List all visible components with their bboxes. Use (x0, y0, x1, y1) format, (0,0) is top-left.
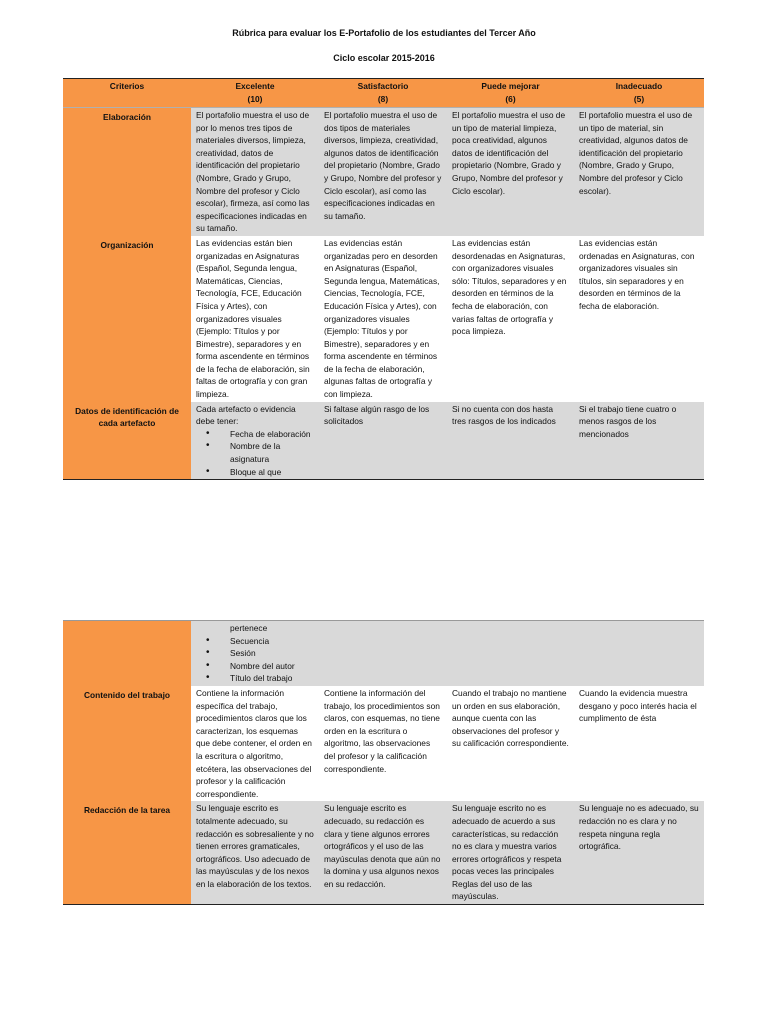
cell-puede-mejorar: Si no cuenta con dos hasta tres rasgos de los indicados (447, 402, 574, 480)
row-datos-continued (63, 621, 704, 686)
criterion-label-continued (63, 621, 191, 686)
list-item: • Fecha de elaboración (230, 428, 314, 441)
document-title: Rúbrica para evaluar los E-Portafolio de los estudiantes del Tercer Año (232, 28, 536, 38)
cell-inadecuado: Las evidencias están ordenadas en Asignaturas, con organizadores visuales sin títulos, sin separadores y en desorden en términos de la fecha de elaboración. (574, 236, 704, 402)
cell-excelente: Contiene la información específica del trabajo, procedimientos claros que los caracterizan, los esquemas que debe contener, el orden en la escritura o algoritmo, etcétera, las observaciones del profesor y la calificación correspondiente. (191, 686, 319, 801)
criterion-label: Datos de identificación de cada artefacto (63, 402, 191, 480)
cell-satisfactorio: Contiene la información del trabajo, los procedimientos son claros, con esquemas, no tiene orden en la escritura o algoritmo, las observaciones del profesor y la calificación correspondiente. (319, 686, 447, 801)
cell-intro-text: Cada artefacto o evidencia debe tener: (196, 403, 296, 427)
row-datos-identificacion (63, 402, 704, 480)
cell-satisfactorio: El portafolio muestra el uso de dos tipos de materiales diversos, limpieza, creatividad, algunos datos de identificación del propietario (Nombre, Grado y Grupo, Nombre del profesor y Ciclo escolar), así como las especificaciones indicadas en su tamaño. (319, 108, 447, 236)
criterion-label: Contenido del trabajo (63, 686, 191, 801)
cell-excelente: El portafolio muestra el uso de por lo menos tres tipos de materiales diversos, limpieza, creatividad, datos de identificación del propietario (Nombre, Grado y Grupo, Nombre del profesor y Ciclo escolar), firmeza, así como las especificaciones indicadas en su tamaño. (191, 108, 319, 236)
list-item: • Secuencia (230, 635, 314, 648)
header-puede-mejorar: Puede mejorar (6) (447, 79, 574, 108)
cell-satisfactorio: Si faltase algún rasgo de los solicitados (319, 402, 447, 480)
list-item: • Título del trabajo (230, 672, 314, 685)
cell-excelente (191, 621, 319, 686)
cell-satisfactorio: Su lenguaje escrito es adecuado, su redacción es clara y tiene algunos errores ortográficos y el uso de las mayúsculas denota que aún no la domina y usa algunos nexos en su redacción. (319, 801, 447, 904)
list-item: • Sesión (230, 647, 314, 660)
list-item: • Nombre del autor (230, 660, 314, 673)
rubric-table-part1 (63, 78, 704, 480)
row-contenido-trabajo (63, 686, 704, 801)
cell-puede-mejorar: El portafolio muestra el uso de un tipo de material limpieza, poca creatividad, algunos datos de identificación del propietario (Nombre, Grado y Grupo, Nombre del profesor y Ciclo escolar). (447, 108, 574, 236)
cell-inadecuado (574, 621, 704, 686)
row-redaccion-tarea (63, 801, 704, 904)
cell-puede-mejorar: Las evidencias están desordenadas en Asignaturas, con organizadores visuales sólo: Títulos, separadores y en desorden en términos de la fecha de elaboración, con varias faltas de ortografía y poca limpieza. (447, 236, 574, 402)
header-inadecuado: Inadecuado (5) (574, 79, 704, 108)
cell-excelente: Su lenguaje escrito es totalmente adecuado, su redacción es sobresaliente y no tienen errores gramaticales, ortográficos. Uso adecuado de las mayúsculas y de los nexos en la elaboración de los textos. (191, 801, 319, 904)
document-subtitle: Ciclo escolar 2015-2016 (333, 53, 435, 63)
list-item: pertenece (230, 623, 268, 633)
cell-inadecuado: El portafolio muestra el uso de un tipo de material, sin creatividad, algunos datos de identificación del propietario (Nombre, Grado y Grupo, Nombre del profesor y Ciclo escolar). (574, 108, 704, 236)
list-item: • Bloque al que (230, 466, 314, 479)
cell-excelente: Las evidencias están bien organizadas en Asignaturas (Español, Segunda lengua, Matemáticas, Ciencias, Tecnología, FCE, Educación Física y Artes), con organizadores visuales (Ejemplo: Títulos y por Bimestre), separadores y en forma ascendente en términos de la fecha de elaboración, sin faltas de ortografía y con gran limpieza. (191, 236, 319, 402)
criterion-label: Elaboración (63, 108, 191, 236)
header-criterios: Criterios (63, 79, 191, 108)
header-satisfactorio: Satisfactorio (8) (319, 79, 447, 108)
cell-excelente (191, 402, 319, 480)
cell-satisfactorio (319, 621, 447, 686)
row-organizacion (63, 236, 704, 402)
list-item: • Nombre de la asignatura (230, 440, 314, 465)
bullet-list-continued (196, 622, 314, 685)
criterion-label: Organización (63, 236, 191, 402)
cell-satisfactorio: Las evidencias están organizadas pero en desorden en Asignaturas (Español, Segunda lengua, Matemáticas, Ciencias, Tecnología, FCE, Educación Física y Artes), con organizadores visuales (Ejemplo: Títulos y por Bimestre), separadores y en forma ascendente en términos de la fecha de elaboración, algunas faltas de ortografía y con limpieza. (319, 236, 447, 402)
bullet-list (196, 428, 314, 478)
header-row (63, 79, 704, 108)
cell-puede-mejorar: Cuando el trabajo no mantiene un orden en sus elaboración, aunque cuenta con las observaciones del profesor y su calificación correspondiente. (447, 686, 574, 801)
header-excelente: Excelente (10) (191, 79, 319, 108)
cell-inadecuado: Si el trabajo tiene cuatro o menos rasgos de los mencionados (574, 402, 704, 480)
cell-puede-mejorar (447, 621, 574, 686)
criterion-label: Redacción de la tarea (63, 801, 191, 904)
cell-inadecuado: Su lenguaje no es adecuado, su redacción no es clara y no respeta ninguna regla ortográfica. (574, 801, 704, 904)
cell-inadecuado: Cuando la evidencia muestra desgano y poco interés hacia el cumplimento de ésta (574, 686, 704, 801)
cell-puede-mejorar: Su lenguaje escrito no es adecuado de acuerdo a sus características, su redacción no es clara y muestra varios errores ortográficos y respeta pocas veces las principales Reglas del uso de las mayúsculas. (447, 801, 574, 904)
rubric-table-part2 (63, 620, 704, 905)
row-elaboracion (63, 108, 704, 236)
